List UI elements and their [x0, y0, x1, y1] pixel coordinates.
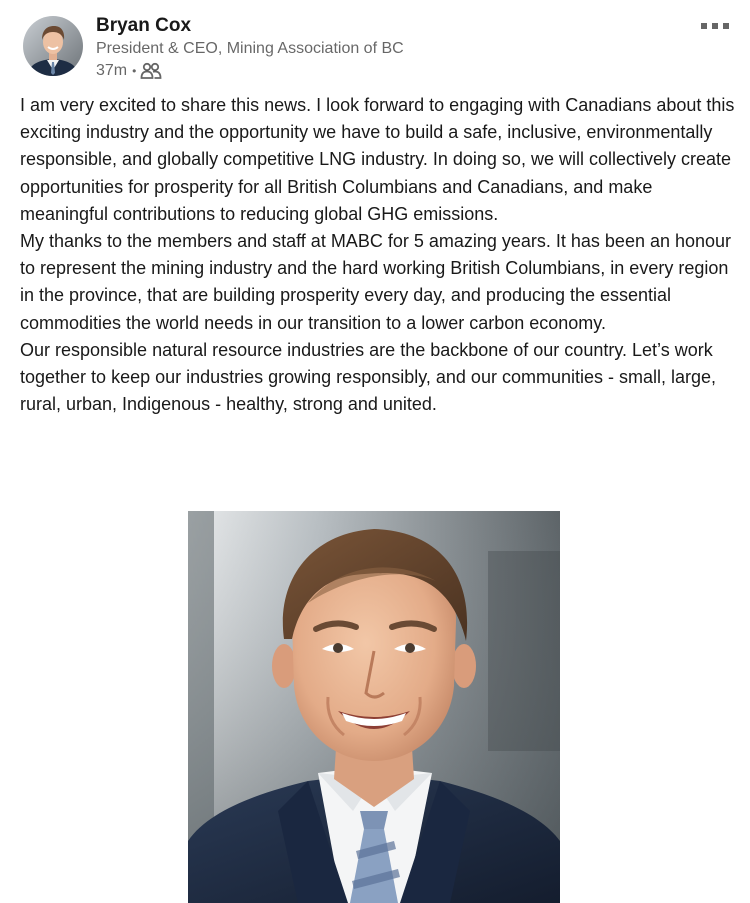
avatar[interactable] [23, 16, 83, 76]
post-paragraph: Our responsible natural resource industries are the backbone of our country. Let’s work together to keep our industries growing responsibly, and our communities - small, large, rural, urban, Indigenous - healthy, strong and united. [20, 339, 717, 415]
post-paragraph: I am very excited to share this news. I look forward to engaging with Canadians about this exciting industry and the opportunity we have to build a safe, inclusive, environmentally responsible, and globally competitive LNG industry. In doing so, we will collectively create opportunities for prosperity for all British Columbians and Canadians, and make meaningful contributions to reducing global GHG emissions. [20, 95, 735, 224]
meta-separator: • [132, 64, 137, 78]
actor-headline: President & CEO, Mining Association of BC [96, 40, 404, 57]
actor-info [96, 14, 404, 82]
avatar-photo [23, 16, 83, 76]
overflow-menu-icon [700, 22, 730, 30]
connections-icon [140, 62, 162, 80]
portrait-photo [188, 511, 560, 903]
post-meta [96, 60, 404, 82]
actor-name[interactable]: Bryan Cox [96, 15, 192, 36]
post-time: 37m [96, 62, 128, 79]
more-options-button[interactable] [698, 16, 732, 36]
post-image[interactable] [188, 511, 560, 903]
post-commentary [20, 92, 735, 418]
post-paragraph: My thanks to the members and staff at MABC for 5 amazing years. It has been an honour to represent the mining industry and the hard working British Columbians, in every region in the province, that are building prosperity every day, and producing the essential commodities the world needs in our transition to a lower carbon economy. [20, 231, 732, 333]
post-header [20, 14, 730, 82]
